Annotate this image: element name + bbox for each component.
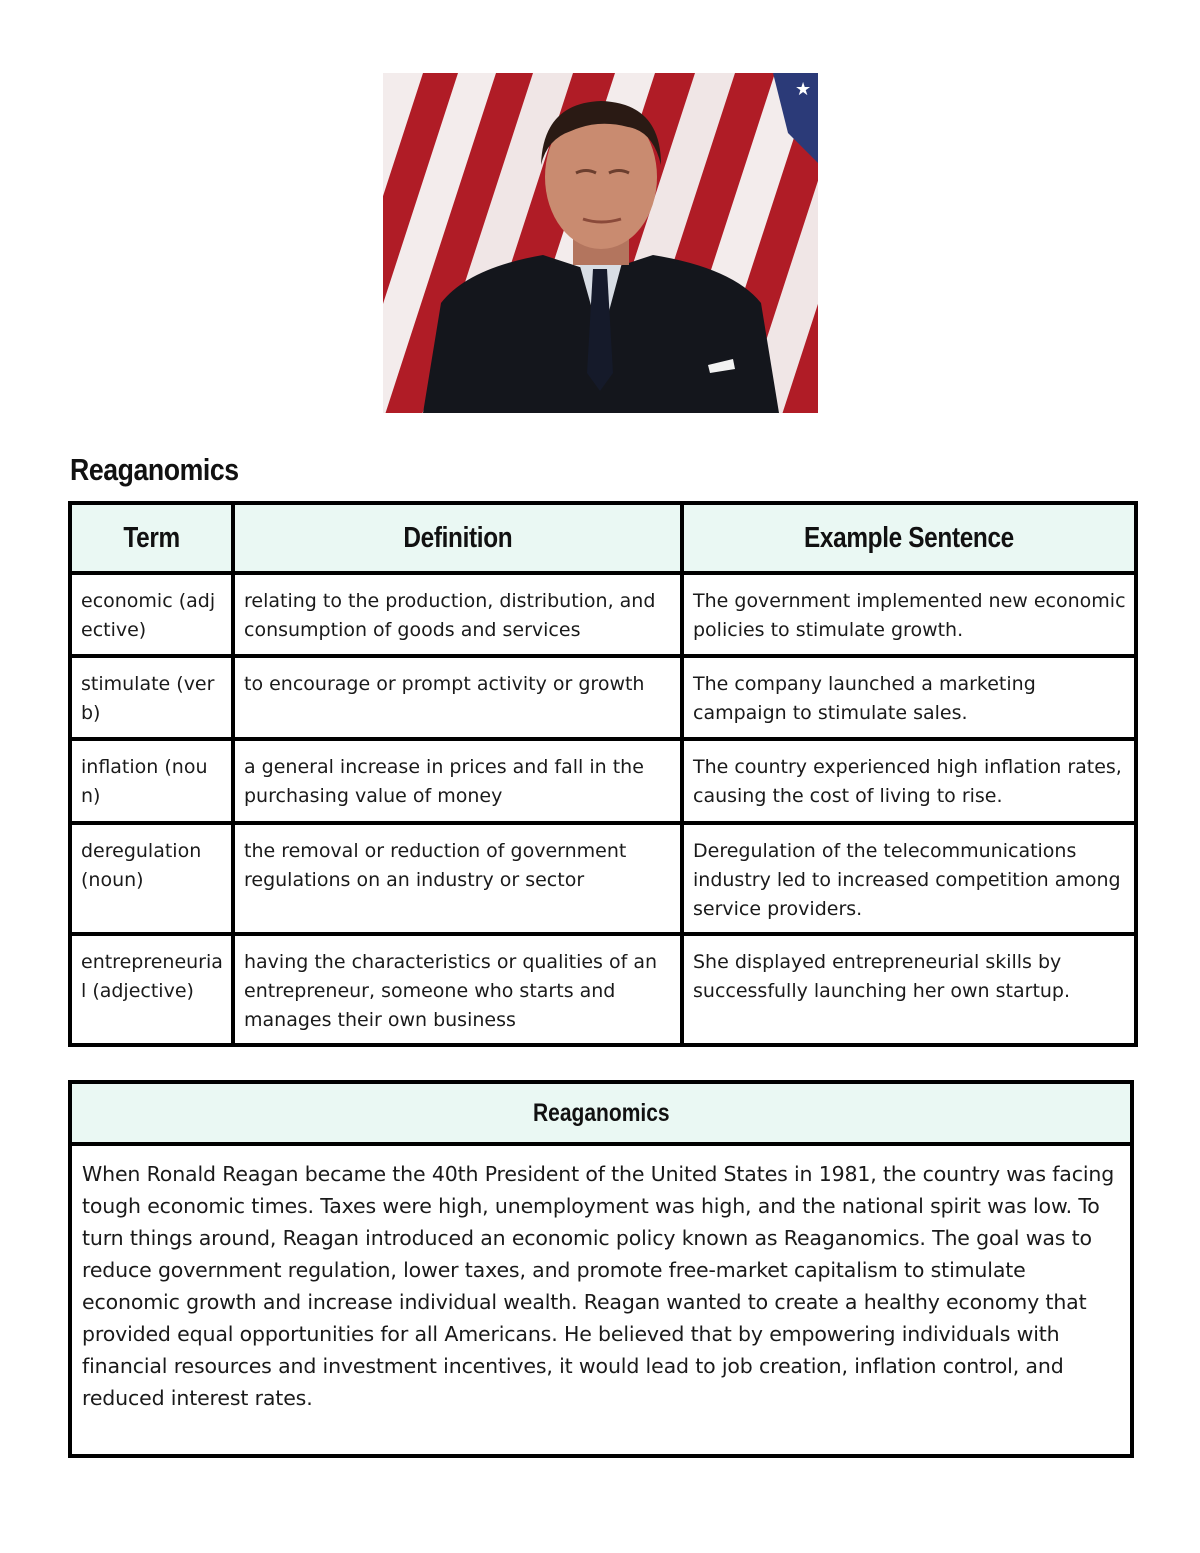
table-row — [70, 934, 1136, 1045]
term-cell: entrepreneurial (adjective) — [70, 934, 233, 1045]
svg-text:★: ★ — [795, 79, 812, 100]
example-cell: The country experienced high inflation rates, causing the cost of living to rise. — [682, 739, 1136, 822]
table-header-row — [70, 503, 1136, 573]
definition-cell: relating to the production, distribution, and consumption of goods and services — [233, 573, 682, 656]
table-row — [70, 823, 1136, 934]
definition-cell: a general increase in prices and fall in the purchasing value of money — [233, 739, 682, 822]
passage-title: Reaganomics — [72, 1084, 1130, 1146]
definition-cell: the removal or reduction of government regulations on an industry or sector — [233, 823, 682, 934]
example-cell: The company launched a marketing campaign to stimulate sales. — [682, 656, 1136, 739]
example-cell: She displayed entrepreneurial skills by successfully launching her own startup. — [682, 934, 1136, 1045]
page-title: Reaganomics — [70, 452, 239, 487]
portrait-illustration — [383, 73, 818, 413]
header-term: Term — [70, 503, 233, 573]
passage-text: When Ronald Reagan became the 40th President of the United States in 1981, the country was facing tough economic times. Taxes were high, unemployment was high, and the national spirit was low. To turn things around, Reagan introduced an economic policy known as Reaganomics. The goal was to reduce government regulation, lower taxes, and promote free-market capitalism to stimulate economic growth and increase individual wealth. Reagan wanted to create a healthy economy that provided equal opportunities for all Americans. He believed that by empowering individuals with financial resources and investment incentives, it would lead to job creation, inflation control, and reduced interest rates. — [82, 1162, 1115, 1410]
portrait-photo — [383, 73, 818, 413]
header-definition: Definition — [233, 503, 682, 573]
term-cell: economic (adjective) — [70, 573, 233, 656]
table-row — [70, 739, 1136, 822]
definition-cell: to encourage or prompt activity or growth — [233, 656, 682, 739]
definition-cell: having the characteristics or qualities of an entrepreneur, someone who starts and manages their own business — [233, 934, 682, 1045]
term-cell: inflation (noun) — [70, 739, 233, 822]
table-row — [70, 656, 1136, 739]
reading-passage-box — [68, 1080, 1134, 1458]
header-example-sentence: Example Sentence — [682, 503, 1136, 573]
vocabulary-table — [68, 501, 1138, 1047]
term-cell: deregulation (noun) — [70, 823, 233, 934]
example-cell: Deregulation of the telecommunications industry led to increased competition among service providers. — [682, 823, 1136, 934]
term-cell: stimulate (verb) — [70, 656, 233, 739]
example-cell: The government implemented new economic policies to stimulate growth. — [682, 573, 1136, 656]
table-row — [70, 573, 1136, 656]
